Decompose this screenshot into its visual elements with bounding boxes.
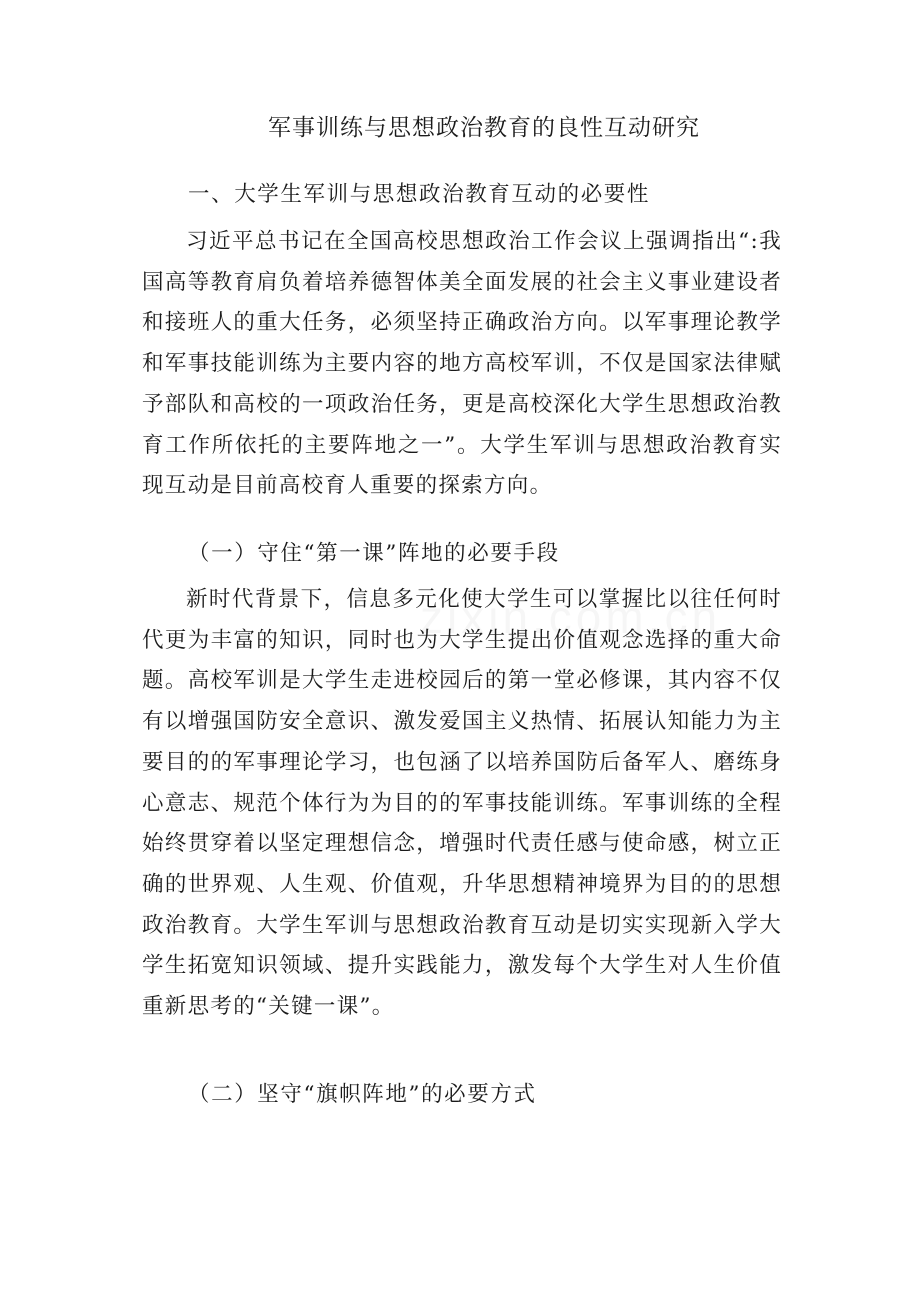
document-title: 军事训练与思想政治教育的良性互动研究 xyxy=(268,115,700,141)
subsection-heading: （二）坚守“旗帜阵地”的必要方式 xyxy=(188,1082,537,1107)
body-paragraph: 新时代背景下，信息多元化使大学生可以掌握比以往任何时代更为丰富的知识，同时也为大学生提出价值观念选择的重大命题。高校军训是大学生走进校园后的第一堂必修课，其内容不仅有以增强国防安全意识、激发爱国主义热情、拓展认知能力为主要目的的军事理论学习，也包涵了以培养国防后备军人、磨练身心意志、规范个体行为为目的的军事技能训练。军事训练的全程始终贯穿着以坚定理想信念，增强时代责任感与使命感，树立正确的世界观、人生观、价值观，升华思想精神境界为目的的思想政治教育。大学生军训与思想政治教育互动是切实实现新入学大学生拓宽知识领域、提升实践能力，激发每个大学生对人生价值重新思考的“关键一课”。 xyxy=(142,587,782,1020)
body-paragraph: 习近平总书记在全国高校思想政治工作会议上强调指出“:我国高等教育肩负着培养德智体美全面发展的社会主义事业建设者和接班人的重大任务，必须坚持正确政治方向。以军事理论教学和军事技能训练为主要内容的地方高校军训，不仅是国家法律赋予部队和高校的一项政治任务，更是高校深化大学生思想政治教育工作所依托的主要阵地之一”。大学生军训与思想政治教育实现互动是目前高校育人重要的探索方向。 xyxy=(142,229,782,499)
section-heading: 一、大学生军训与思想政治教育互动的必要性 xyxy=(188,182,651,207)
subsection-heading: （一）守住“第一课”阵地的必要手段 xyxy=(188,541,560,566)
